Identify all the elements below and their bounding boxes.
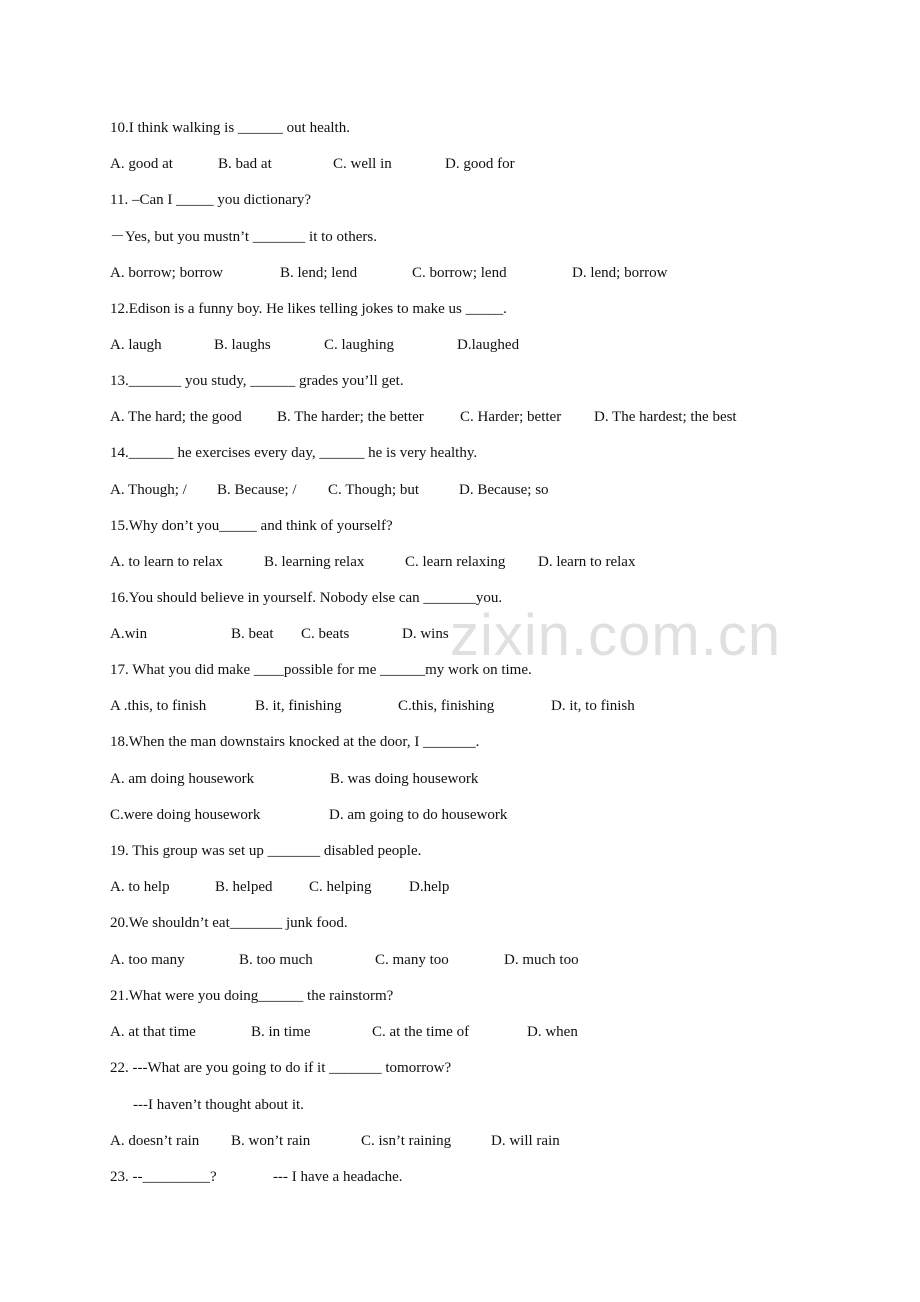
q16-option-b: B. beat bbox=[231, 626, 274, 642]
watermark: zixin.com.cn bbox=[450, 603, 782, 668]
q18-option-b: B. was doing housework bbox=[330, 771, 479, 787]
q17-option-c: C.this, finishing bbox=[398, 698, 495, 714]
question-23-reply: --- I have a headache. bbox=[273, 1169, 403, 1185]
q18-option-c: C.were doing housework bbox=[110, 807, 261, 823]
q10-option-a: A. good at bbox=[110, 156, 173, 172]
question-19-stem: 19. This group was set up _______ disabled people. bbox=[110, 843, 422, 859]
question-23-stem: 23. --_________? bbox=[110, 1169, 217, 1185]
q11-option-c: C. borrow; lend bbox=[412, 265, 507, 281]
q21-option-c: C. at the time of bbox=[372, 1024, 470, 1040]
question-21-stem: 21.What were you doing______ the rainstorm? bbox=[110, 988, 394, 1004]
q16-option-c: C. beats bbox=[301, 626, 350, 642]
q20-option-d: D. much too bbox=[504, 952, 579, 968]
q14-option-c: C. Though; but bbox=[328, 482, 419, 498]
q12-option-b: B. laughs bbox=[214, 337, 271, 353]
q14-option-a: A. Though; / bbox=[110, 482, 187, 498]
q10-option-c: C. well in bbox=[333, 156, 392, 172]
q13-option-d: D. The hardest; the best bbox=[594, 409, 737, 425]
q11-option-b: B. lend; lend bbox=[280, 265, 358, 281]
q20-option-c: C. many too bbox=[375, 952, 449, 968]
q13-option-a: A. The hard; the good bbox=[110, 409, 242, 425]
q15-option-b: B. learning relax bbox=[264, 554, 365, 570]
q14-option-b: B. Because; / bbox=[217, 482, 297, 498]
q18-option-d: D. am going to do housework bbox=[329, 807, 508, 823]
q20-option-b: B. too much bbox=[239, 952, 313, 968]
question-11-reply: －Yes, but you mustn’t _______ it to others. bbox=[110, 229, 377, 245]
q11-option-a: A. borrow; borrow bbox=[110, 265, 223, 281]
q19-option-b: B. helped bbox=[215, 879, 273, 895]
q19-option-a: A. to help bbox=[110, 879, 170, 895]
question-22-reply: ---I haven’t thought about it. bbox=[133, 1097, 304, 1113]
q12-option-d: D.laughed bbox=[457, 337, 520, 353]
question-18-stem: 18.When the man downstairs knocked at the door, I _______. bbox=[110, 734, 480, 750]
question-12-stem: 12.Edison is a funny boy. He likes telling jokes to make us _____. bbox=[110, 301, 507, 317]
question-22-stem: 22. ---What are you going to do if it _______ tomorrow? bbox=[110, 1060, 452, 1076]
q11-option-d: D. lend; borrow bbox=[572, 265, 668, 281]
question-17-stem: 17. What you did make ____possible for me ______my work on time. bbox=[110, 662, 532, 678]
q19-option-c: C. helping bbox=[309, 879, 372, 895]
question-11-stem: 11. –Can I _____ you dictionary? bbox=[110, 192, 312, 208]
question-13-stem: 13._______ you study, ______ grades you’ll get. bbox=[110, 373, 404, 389]
q15-option-a: A. to learn to relax bbox=[110, 554, 223, 570]
question-16-stem: 16.You should believe in yourself. Nobody else can _______you. bbox=[110, 590, 503, 606]
q15-option-d: D. learn to relax bbox=[538, 554, 636, 570]
q22-option-c: C. isn’t raining bbox=[361, 1133, 452, 1149]
q22-option-a: A. doesn’t rain bbox=[110, 1133, 200, 1149]
q15-option-c: C. learn relaxing bbox=[405, 554, 506, 570]
q22-option-b: B. won’t rain bbox=[231, 1133, 311, 1149]
q17-option-d: D. it, to finish bbox=[551, 698, 635, 714]
q10-option-b: B. bad at bbox=[218, 156, 272, 172]
q20-option-a: A. too many bbox=[110, 952, 185, 968]
q21-option-b: B. in time bbox=[251, 1024, 311, 1040]
question-20-stem: 20.We shouldn’t eat_______ junk food. bbox=[110, 915, 348, 931]
q18-option-a: A. am doing housework bbox=[110, 771, 255, 787]
q21-option-a: A. at that time bbox=[110, 1024, 196, 1040]
question-10-stem: 10.I think walking is ______ out health. bbox=[110, 120, 350, 136]
q22-option-d: D. will rain bbox=[491, 1133, 560, 1149]
q17-option-a: A .this, to finish bbox=[110, 698, 207, 714]
q13-option-b: B. The harder; the better bbox=[277, 409, 424, 425]
question-15-stem: 15.Why don’t you_____ and think of yourself? bbox=[110, 518, 393, 534]
q21-option-d: D. when bbox=[527, 1024, 578, 1040]
q19-option-d: D.help bbox=[409, 879, 450, 895]
q12-option-c: C. laughing bbox=[324, 337, 394, 353]
q17-option-b: B. it, finishing bbox=[255, 698, 342, 714]
q13-option-c: C. Harder; better bbox=[460, 409, 562, 425]
question-14-stem: 14.______ he exercises every day, ______ he is very healthy. bbox=[110, 445, 478, 461]
q16-option-a: A.win bbox=[110, 626, 148, 642]
q16-option-d: D. wins bbox=[402, 626, 449, 642]
q10-option-d: D. good for bbox=[445, 156, 515, 172]
q14-option-d: D. Because; so bbox=[459, 482, 549, 498]
q12-option-a: A. laugh bbox=[110, 337, 162, 353]
